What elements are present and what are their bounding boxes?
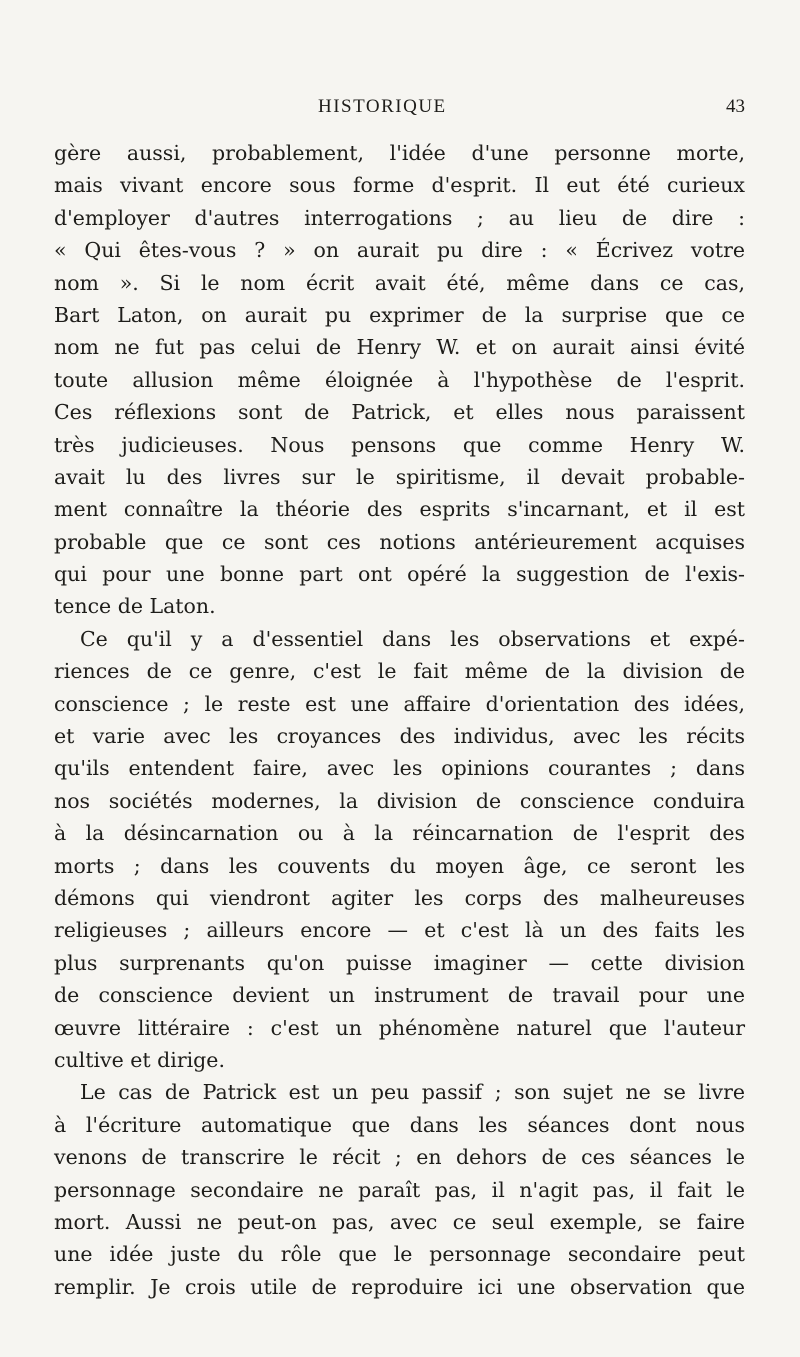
text-line: à la désincarnation ou à la réincarnation de l'esprit des [54, 821, 745, 846]
text-line: mort. Aussi ne peut-on pas, avec ce seul exemple, se faire [54, 1209, 745, 1234]
text-line: morts ; dans les couvents du moyen âge, ce seront les [54, 853, 745, 878]
text-line: Le cas de Patrick est un peu passif ; son sujet ne se livre [80, 1080, 745, 1105]
text-line: tence de Laton. [54, 594, 216, 619]
text-line: qu'ils entendent faire, avec les opinions courantes ; dans [54, 756, 745, 781]
text-line: venons de transcrire le récit ; en dehors de ces séances le [54, 1145, 745, 1170]
text-line: toute allusion même éloignée à l'hypothèse de l'esprit. [54, 367, 745, 392]
text-line: d'employer d'autres interrogations ; au lieu de dire : [54, 205, 745, 230]
text-line: ment connaître la théorie des esprits s'incarnant, et il est [54, 497, 745, 522]
text-line: cultive et dirige. [54, 1047, 225, 1072]
text-line: Bart Laton, on aurait pu exprimer de la surprise que ce [54, 302, 745, 327]
text-line: nom ». Si le nom écrit avait été, même dans ce cas, [54, 270, 745, 295]
page-header [140, 96, 745, 126]
text-line: « Qui êtes-vous ? » on aurait pu dire : « Écrivez votre [54, 238, 745, 263]
text-line: plus surprenants qu'on puisse imaginer — cette division [54, 950, 745, 975]
text-line: qui pour une bonne part ont opéré la suggestion de l'exis- [54, 562, 745, 587]
text-line: remplir. Je crois utile de reproduire ici une observation que [54, 1274, 745, 1299]
text-line: personnage secondaire ne paraît pas, il n'agit pas, il fait le [54, 1177, 745, 1202]
text-line: conscience ; le reste est une affaire d'orientation des idées, [54, 691, 745, 716]
page-number: 43 [726, 96, 745, 117]
text-line: mais vivant encore sous forme d'esprit. Il eut été curieux [54, 173, 745, 198]
text-line: probable que ce sont ces notions antérieurement acquises [54, 529, 745, 554]
text-line: Ces réflexions sont de Patrick, et elles nous paraissent [54, 400, 745, 425]
text-line: religieuses ; ailleurs encore — et c'est là un des faits les [54, 918, 745, 943]
body-text [54, 137, 745, 1303]
text-line: riences de ce genre, c'est le fait même de la division de [54, 659, 745, 684]
text-line: très judicieuses. Nous pensons que comme Henry W. [54, 432, 745, 457]
text-line: à l'écriture automatique que dans les séances dont nous [54, 1112, 745, 1137]
text-line: nom ne fut pas celui de Henry W. et on aurait ainsi évité [54, 335, 745, 360]
text-line: avait lu des livres sur le spiritisme, il devait probable- [54, 464, 745, 489]
text-line: gère aussi, probablement, l'idée d'une personne morte, [54, 141, 745, 165]
text-line: œuvre littéraire : c'est un phénomène naturel que l'auteur [54, 1015, 745, 1040]
text-line: une idée juste du rôle que le personnage secondaire peut [54, 1242, 745, 1267]
text-line: nos sociétés modernes, la division de conscience conduira [54, 788, 745, 813]
text-line: Ce qu'il y a d'essentiel dans les observations et expé- [80, 626, 745, 651]
running-title: HISTORIQUE [318, 96, 447, 117]
text-line: de conscience devient un instrument de travail pour une [54, 983, 745, 1008]
text-line: et varie avec les croyances des individus, avec les récits [54, 724, 745, 749]
text-line: démons qui viendront agiter les corps des malheureuses [54, 885, 745, 910]
